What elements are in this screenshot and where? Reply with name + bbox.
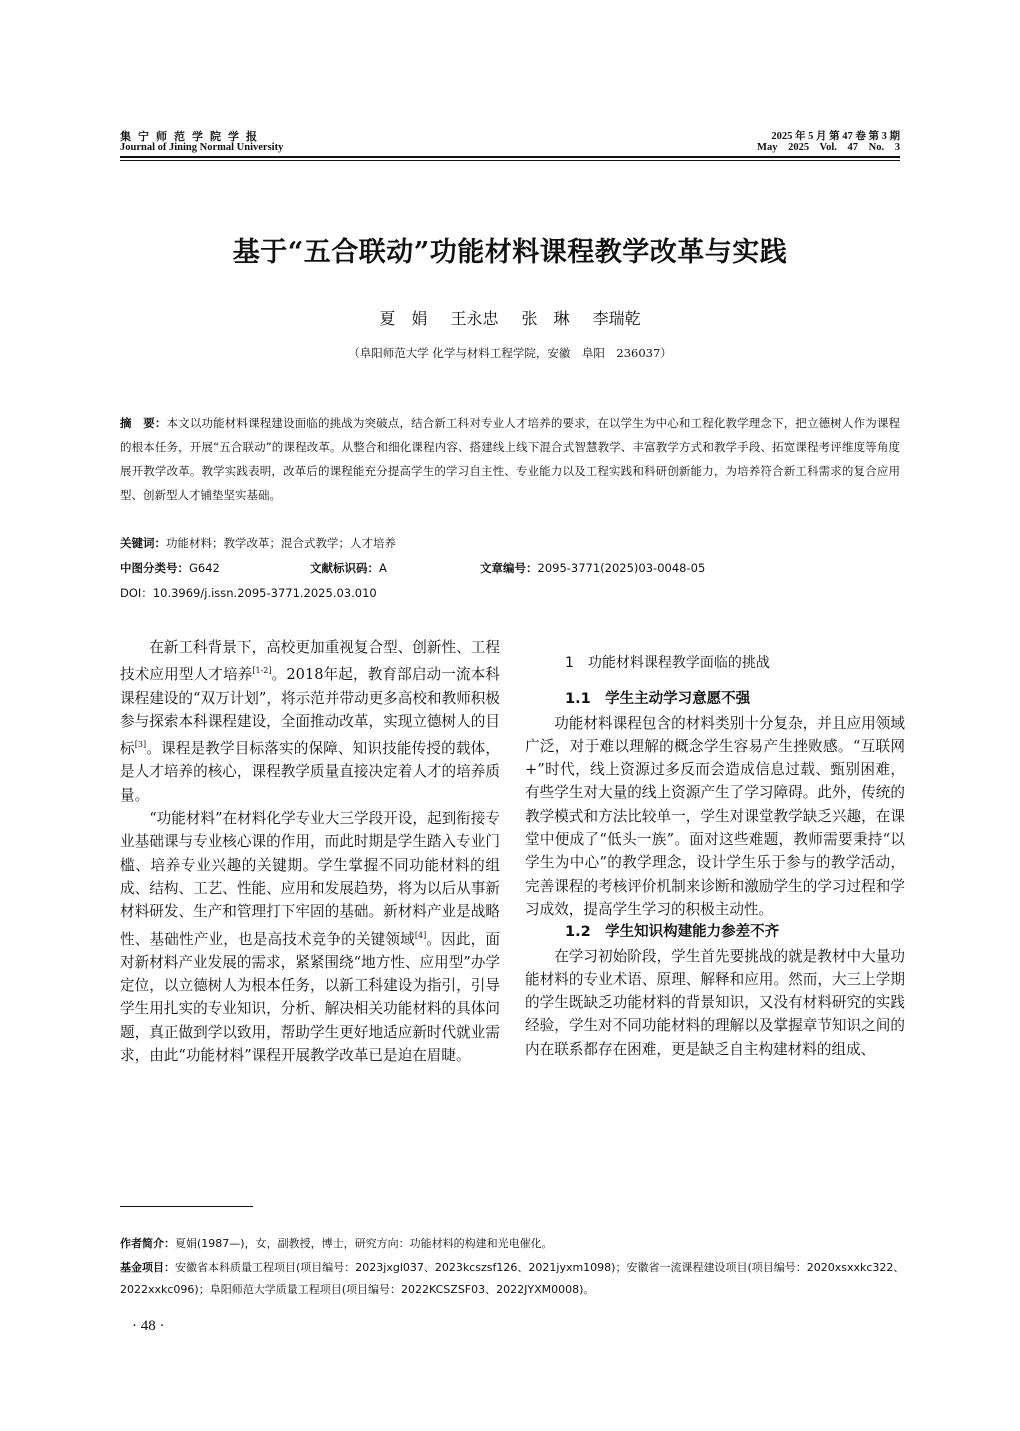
author-name: 王永忠 <box>450 309 499 328</box>
author-name: 张 琳 <box>521 309 570 328</box>
abstract-label: 摘 要： <box>120 416 167 430</box>
author-bio-label: 作者简介： <box>120 1237 175 1250</box>
classification-row <box>120 560 900 576</box>
keywords-text: 功能材料；教学改革；混合式教学；人才培养 <box>166 536 396 550</box>
keywords <box>120 535 396 551</box>
author-name: 夏 娟 <box>379 309 428 328</box>
funding-label: 基金项目： <box>120 1261 175 1274</box>
text-run: 。因此，面对新材料产业发展的需求，紧紧围绕“地方性、应用型”办学定位，以立德树人为根本任务，以新工科建设为指引，引导学生用扎实的专业知识，分析、解决相关功能材料的具体问题，真正做到学以致用，帮助学生更好地适应新时代就业需求，由此“功能材料”课程开展教学改革已是迫在眉睫。 <box>120 930 500 1065</box>
doi-value[interactable]: 10.3969/j.issn.2095-3771.2025.03.010 <box>152 586 377 600</box>
doc-code <box>310 560 387 576</box>
citation[interactable]: [1-2] <box>252 666 272 676</box>
subsection-heading: 1.1 学生主动学习意愿不强 <box>565 691 751 708</box>
paragraph: 功能材料课程包含的材料类别十分复杂，并且应用领域广泛，对于难以理解的概念学生容易产生挫败感。“互联网+”时代，线上资源过多反而会造成信息过载、甄别困难，有些学生对大量的线上资源产生了学习障碍。此外，传统的教学模式和方法比较单一，学生对课堂教学缺乏兴趣，在课堂中便成了“低头一族”。面对这些难题，教师需要秉持“以学生为中心”的教学理念，设计学生乐于参与的教学活动，完善课程的考核评价机制来诊断和激励学生的学习过程和学习成效，提高学生学习的积极主动性。 <box>525 714 905 918</box>
doi <box>120 585 377 601</box>
clc-value: G642 <box>189 561 220 575</box>
text-run: “功能材料”在材料化学专业大三学段开设，起到衔接专业基础课与专业核心课的作用，而此时期是学生踏入专业门槛、培养专业兴趣的关键期。学生掌握不同功能材料的组成、结构、工艺、性能、应用和发展趋势，将为以后从事新材料研发、生产和管理打下牢固的基础。新材料产业是战略性、基础性产业，也是高技术竞争的关键领域 <box>120 810 500 948</box>
author-list <box>0 306 1020 329</box>
article-title: 基于“五合联动”功能材料课程教学改革与实践 <box>232 237 788 268</box>
paragraph <box>120 636 500 807</box>
header-rule-thick <box>120 156 900 158</box>
author-bio-text: 夏娟(1987—)，女，副教授，博士，研究方向：功能材料的构建和光电催化。 <box>175 1237 553 1250</box>
subsection-heading: 1.2 学生知识构建能力参差不齐 <box>565 924 780 941</box>
doc-code-value: A <box>379 561 387 575</box>
doi-label: DOI： <box>120 586 153 600</box>
body-left-column <box>120 636 500 1067</box>
funding-text: 安徽省本科质量工程项目(项目编号：2023jxgl037、2023kcszsf126、2021jyxm1098)；安徽省一流课程建设项目(项目编号：2020xsxxkc322、2022xxkc096)；阜阳师范大学质量工程项目(项目编号：2022KCSZSF03、2022JYXM0008)。 <box>120 1261 905 1296</box>
text-run: 。课程是教学目标落实的保障、知识技能传授的载体，是人才培养的核心，课程教学质量直接决定着人才的培养质量。 <box>120 740 500 804</box>
footnote-rule <box>120 1206 253 1207</box>
body-right-column <box>525 652 905 1061</box>
journal-name-en: Journal of Jining Normal University <box>120 142 284 153</box>
clc-code <box>120 561 220 575</box>
header-rule-thin <box>120 160 900 161</box>
section-heading: 1 功能材料课程教学面临的挑战 <box>565 655 770 671</box>
article-number <box>480 560 705 576</box>
issue-info-cn: 2025 年 5 月 第 47 卷 第 3 期 <box>771 131 900 142</box>
paragraph: 在学习初始阶段，学生首先要挑战的就是教材中大量功能材料的专业术语、原理、解释和应用。然而，大三上学期的学生既缺乏功能材料的背景知识，又没有材料研究的实践经验，学生对不同功能材料的理解以及掌握章节知识之间的内在联系都存在困难，更是缺乏自主构建材料的组成、 <box>525 947 905 1058</box>
author-name: 李瑞乾 <box>592 309 641 328</box>
text-run: 。2018年起，教育部启动一流本科课程建设的“双万计划”，将示范并带动更多高校和教师积极参与探索本科课程建设，全面推动改革，实现立德树人的目标 <box>120 666 500 758</box>
text-run: 在新工科背景下，高校更加重视复合型、创新性、工程技术应用型人才培养 <box>120 639 500 684</box>
journal-name-cn: 集宁师范学院学报 <box>120 130 264 143</box>
article-number-value: 2095-3771(2025)03-0048-05 <box>537 561 706 575</box>
abstract-text: 本文以功能材料课程建设面临的挑战为突破点，结合新工科对专业人才培养的要求，在以学生为中心和工程化教学理念下，把立德树人作为课程的根本任务，开展“五合联动”的课程改革。从整合和细化课程内容、搭建线上线下混合式智慧教学、丰富教学方式和教学手段、拓宽课程考评维度等角度展开教学改革。教学实践表明，改革后的课程能充分提高学生的学习自主性、专业能力以及工程实践和科研创新能力，为培养符合新工科需求的复合应用型、创新型人才铺垫坚实基础。 <box>120 416 900 502</box>
citation[interactable]: [3] <box>134 740 147 750</box>
paragraph <box>120 807 500 1067</box>
doc-code-label: 文献标识码： <box>310 561 379 575</box>
keywords-label: 关键词： <box>120 536 166 550</box>
page-number: · 48 · <box>132 1318 165 1334</box>
clc-label: 中图分类号： <box>120 561 189 575</box>
affiliation: （阜阳师范大学 化学与材料工程学院，安徽 阜阳 236037） <box>348 346 672 360</box>
abstract <box>120 411 900 507</box>
citation[interactable]: [4] <box>414 930 427 940</box>
funding-footnote <box>120 1257 905 1301</box>
article-number-label: 文章编号： <box>480 561 538 575</box>
issue-info-en: May 2025 Vol. 47 No. 3 <box>757 142 900 153</box>
author-bio-footnote <box>120 1233 905 1255</box>
